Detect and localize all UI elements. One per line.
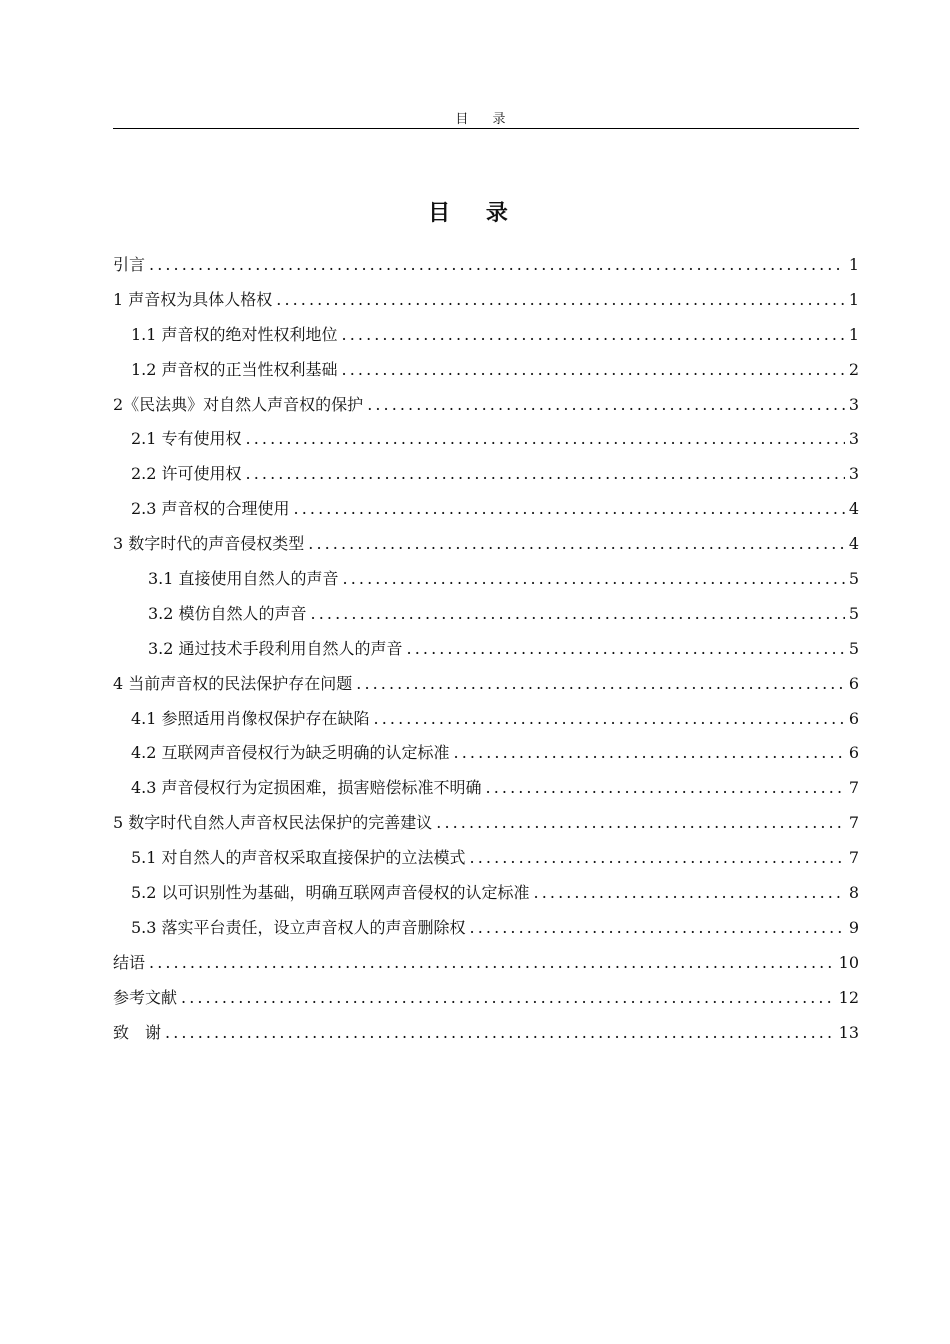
toc-entry[interactable] [113, 566, 859, 601]
toc-entry[interactable] [113, 601, 859, 636]
dot-leader [246, 429, 845, 448]
toc-entry-page: 1 [848, 324, 859, 344]
dot-leader [343, 569, 845, 588]
toc-entry[interactable] [113, 496, 859, 531]
toc-entry-page: 5 [848, 569, 859, 589]
dot-leader [311, 604, 845, 623]
toc-entry[interactable] [113, 1020, 859, 1055]
toc-entry[interactable] [113, 880, 859, 915]
toc-entry[interactable] [113, 810, 859, 845]
toc-entry-label: 4 当前声音权的民法保护存在问题 [113, 673, 353, 693]
page-title: 目 录 [428, 200, 522, 226]
toc-entry-page: 13 [838, 1022, 859, 1042]
toc-entry-page: 8 [848, 883, 859, 903]
toc-entry-label: 3.1 直接使用自然人的声音 [148, 569, 339, 589]
toc-entry[interactable] [113, 287, 859, 322]
toc-entry-label: 引言 [113, 255, 146, 274]
toc-entry-page: 2 [848, 359, 859, 379]
toc-entry[interactable] [113, 392, 859, 427]
toc-entry-page: 1 [848, 289, 859, 309]
dot-leader [356, 674, 845, 693]
dot-leader [149, 953, 835, 972]
dot-leader [308, 534, 845, 553]
toc-entry-page: 5 [848, 638, 859, 658]
running-header: 目 录 [455, 112, 516, 127]
toc-entry-label: 3 数字时代的声音侵权类型 [113, 534, 305, 554]
toc-entry-page: 6 [848, 708, 859, 728]
toc-entry[interactable] [113, 671, 859, 706]
toc-entry-page: 3 [848, 464, 859, 484]
toc-entry-label: 4.3 声音侵权行为定损困难，损害赔偿标准不明确 [131, 778, 482, 798]
toc-entry[interactable] [113, 357, 859, 392]
toc-entry-label: 参考文献 [113, 987, 178, 1007]
table-of-contents [113, 252, 859, 1054]
dot-leader [436, 813, 845, 832]
toc-entry-page: 5 [848, 603, 859, 623]
toc-entry[interactable] [113, 461, 859, 496]
toc-entry-label: 1 声音权为具体人格权 [113, 289, 273, 309]
toc-entry-label: 5 数字时代自然人声音权民法保护的完善建议 [113, 813, 433, 833]
toc-entry-label: 5.1 对自然人的声音权采取直接保护的立法模式 [131, 848, 466, 868]
toc-entry-label: 5.2 以可识别性为基础，明确互联网声音侵权的认定标准 [131, 883, 530, 903]
dot-leader [367, 395, 845, 414]
toc-entry[interactable] [113, 322, 859, 357]
dot-leader [149, 255, 845, 274]
toc-entry[interactable] [113, 426, 859, 461]
dot-leader [534, 883, 845, 902]
toc-entry-page: 6 [848, 673, 859, 693]
dot-leader [454, 743, 845, 762]
toc-entry-label: 4.2 互联网声音侵权行为缺乏明确的认定标准 [131, 743, 450, 763]
dot-leader [470, 848, 845, 867]
toc-entry-page: 9 [848, 917, 859, 937]
toc-entry-page: 10 [838, 952, 859, 972]
toc-entry-label: 2.3 声音权的合理使用 [131, 499, 290, 519]
toc-entry-label: 结语 [113, 952, 146, 972]
toc-entry-page: 12 [838, 987, 859, 1007]
dot-leader [486, 778, 845, 797]
toc-entry[interactable] [113, 845, 859, 880]
toc-entry-label: 5.3 落实平台责任，设立声音权人的声音删除权 [131, 917, 466, 937]
toc-entry-page: 4 [848, 534, 859, 554]
toc-entry-label: 致 谢 [113, 1022, 162, 1042]
dot-leader [470, 918, 845, 937]
toc-entry-page: 3 [848, 394, 859, 414]
toc-entry[interactable] [113, 252, 859, 287]
toc-entry-label: 1.1 声音权的绝对性权利地位 [131, 324, 338, 344]
toc-entry-page: 7 [848, 848, 859, 868]
toc-entry-label: 2.1 专有使用权 [131, 429, 242, 449]
dot-leader [342, 325, 845, 344]
dot-leader [294, 499, 845, 518]
dot-leader [246, 464, 845, 483]
header-rule [113, 128, 859, 129]
dot-leader [374, 709, 845, 728]
toc-entry-label: 2.2 许可使用权 [131, 464, 242, 484]
toc-entry-label: 3.2 模仿自然人的声音 [148, 603, 307, 623]
toc-entry[interactable] [113, 775, 859, 810]
toc-entry[interactable] [113, 950, 859, 985]
toc-entry-label: 2《民法典》对自然人声音权的保护 [113, 394, 364, 414]
dot-leader [342, 360, 845, 379]
dot-leader [407, 639, 845, 658]
toc-entry-page: 7 [848, 813, 859, 833]
toc-entry-page: 3 [848, 429, 859, 449]
toc-entry[interactable] [113, 915, 859, 950]
toc-entry[interactable] [113, 740, 859, 775]
toc-entry-page: 4 [848, 499, 859, 519]
toc-entry[interactable] [113, 531, 859, 566]
dot-leader [165, 1023, 835, 1042]
toc-entry-label: 3.2 通过技术手段利用自然人的声音 [148, 638, 403, 658]
toc-entry-page: 1 [848, 255, 859, 274]
toc-entry-page: 7 [848, 778, 859, 798]
toc-entry[interactable] [113, 706, 859, 741]
toc-entry-page: 6 [848, 743, 859, 763]
toc-entry[interactable] [113, 985, 859, 1020]
toc-entry-label: 4.1 参照适用肖像权保护存在缺陷 [131, 708, 370, 728]
dot-leader [276, 290, 845, 309]
dot-leader [181, 988, 835, 1007]
toc-entry-label: 1.2 声音权的正当性权利基础 [131, 359, 338, 379]
toc-entry[interactable] [113, 636, 859, 671]
